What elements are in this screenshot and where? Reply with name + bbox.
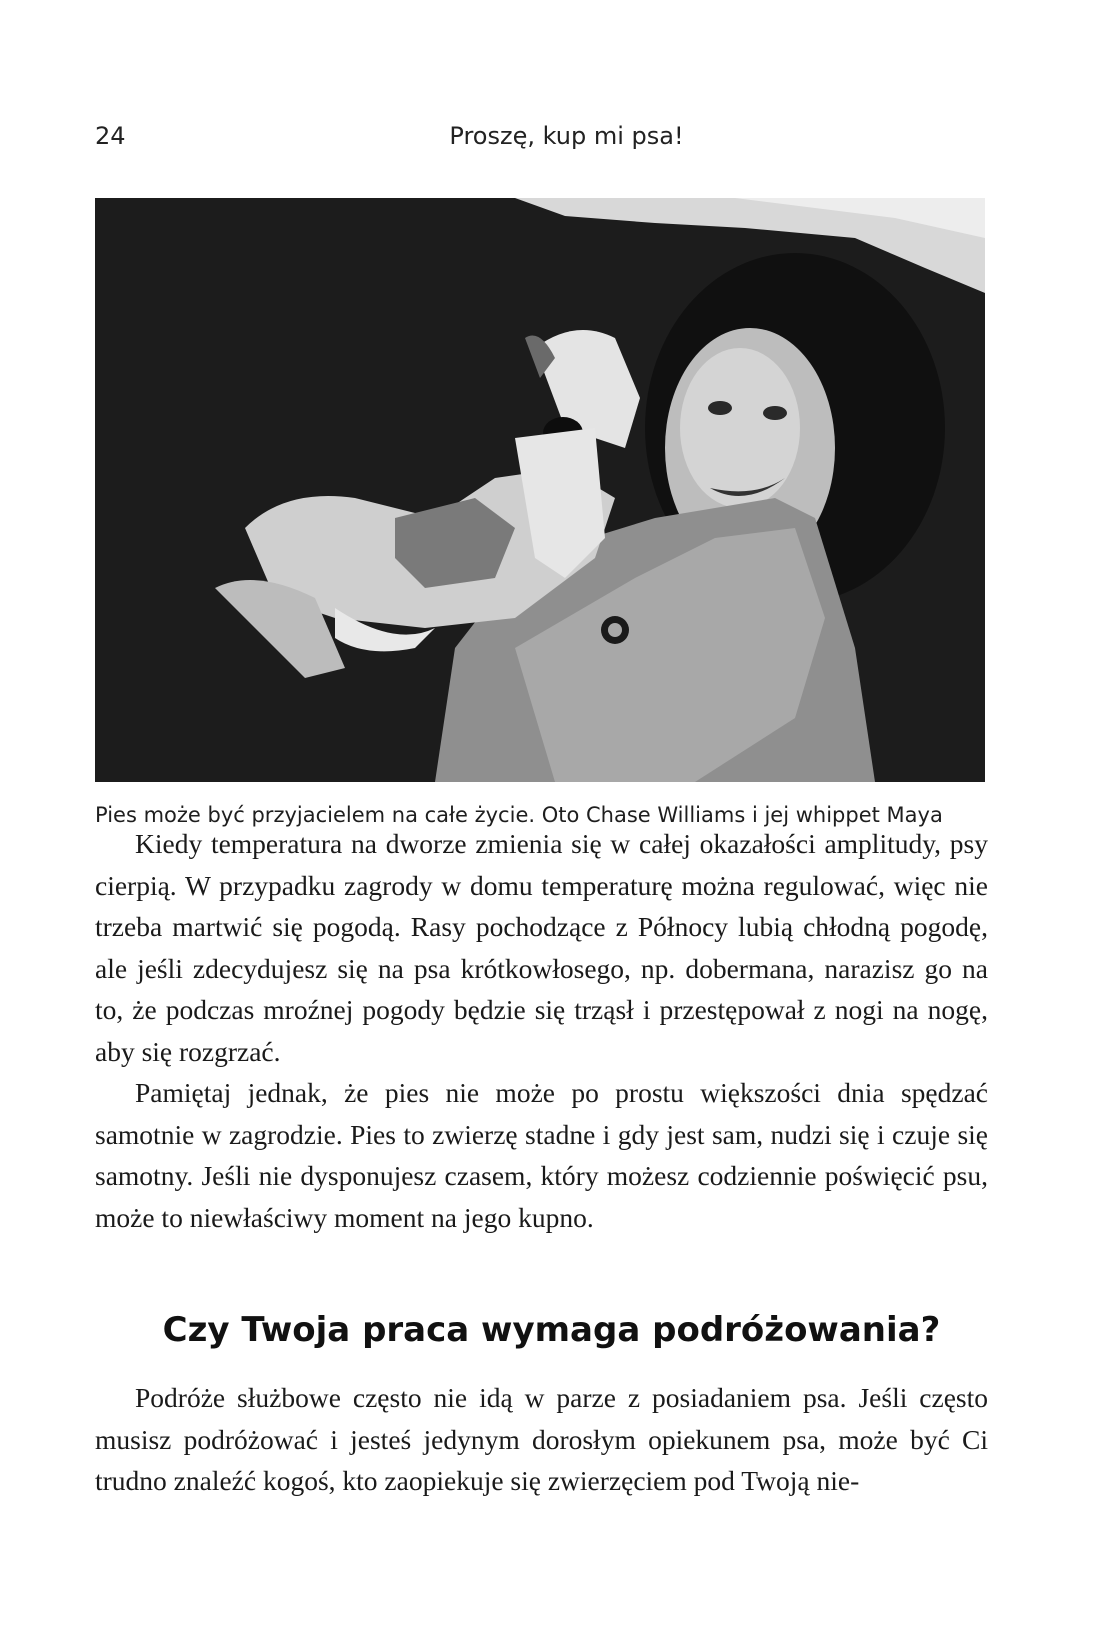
running-head: Proszę, kup mi psa! (449, 122, 684, 150)
paragraph: Kiedy temperatura na dworze zmienia się w całej okazałości amplitudy, psy cierpią. W przypadku zagrody w domu temperaturę można regulować, więc nie trzeba martwić się pogodą. Rasy pochodzące z Północy lubią chłodną pogodę, ale jeśli zdecydujesz się na psa krótkowłosego, np. dobermana, narazisz go na to, że podczas mroźnej pogody będzie się trząsł i przestępował z nogi na nogę, aby się rozgrzać. (95, 828, 988, 1067)
section-heading: Czy Twoja praca wymaga podróżowania? (162, 1310, 941, 1350)
page-number: 24 (95, 122, 126, 150)
body-text-section (95, 1377, 988, 1502)
photo-caption: Pies może być przyjacielem na całe życie. Oto Chase Williams i jej whippet Maya (95, 803, 943, 827)
body-text-top (95, 823, 988, 1238)
paragraph: Podróże służbowe często nie idą w parze z posiadaniem psa. Jeśli często musisz podróżować i jesteś jedynym dorosłym opiekunem psa, może być Ci trudno znaleźć kogoś, kto zaopiekuje się zwierzęciem pod Twoją nie- (95, 1382, 988, 1496)
paragraph: Pamiętaj jednak, że pies nie może po prostu większości dnia spędzać samotnie w zagrodzie. Pies to zwierzę stadne i gdy jest sam, nudzi się i czuje się samotny. Jeśli nie dysponujesz czasem, który możesz codziennie poświęcić psu, może to niewłaściwy moment na jego kupno. (95, 1077, 988, 1233)
photo-girl-with-whippet (95, 198, 985, 782)
